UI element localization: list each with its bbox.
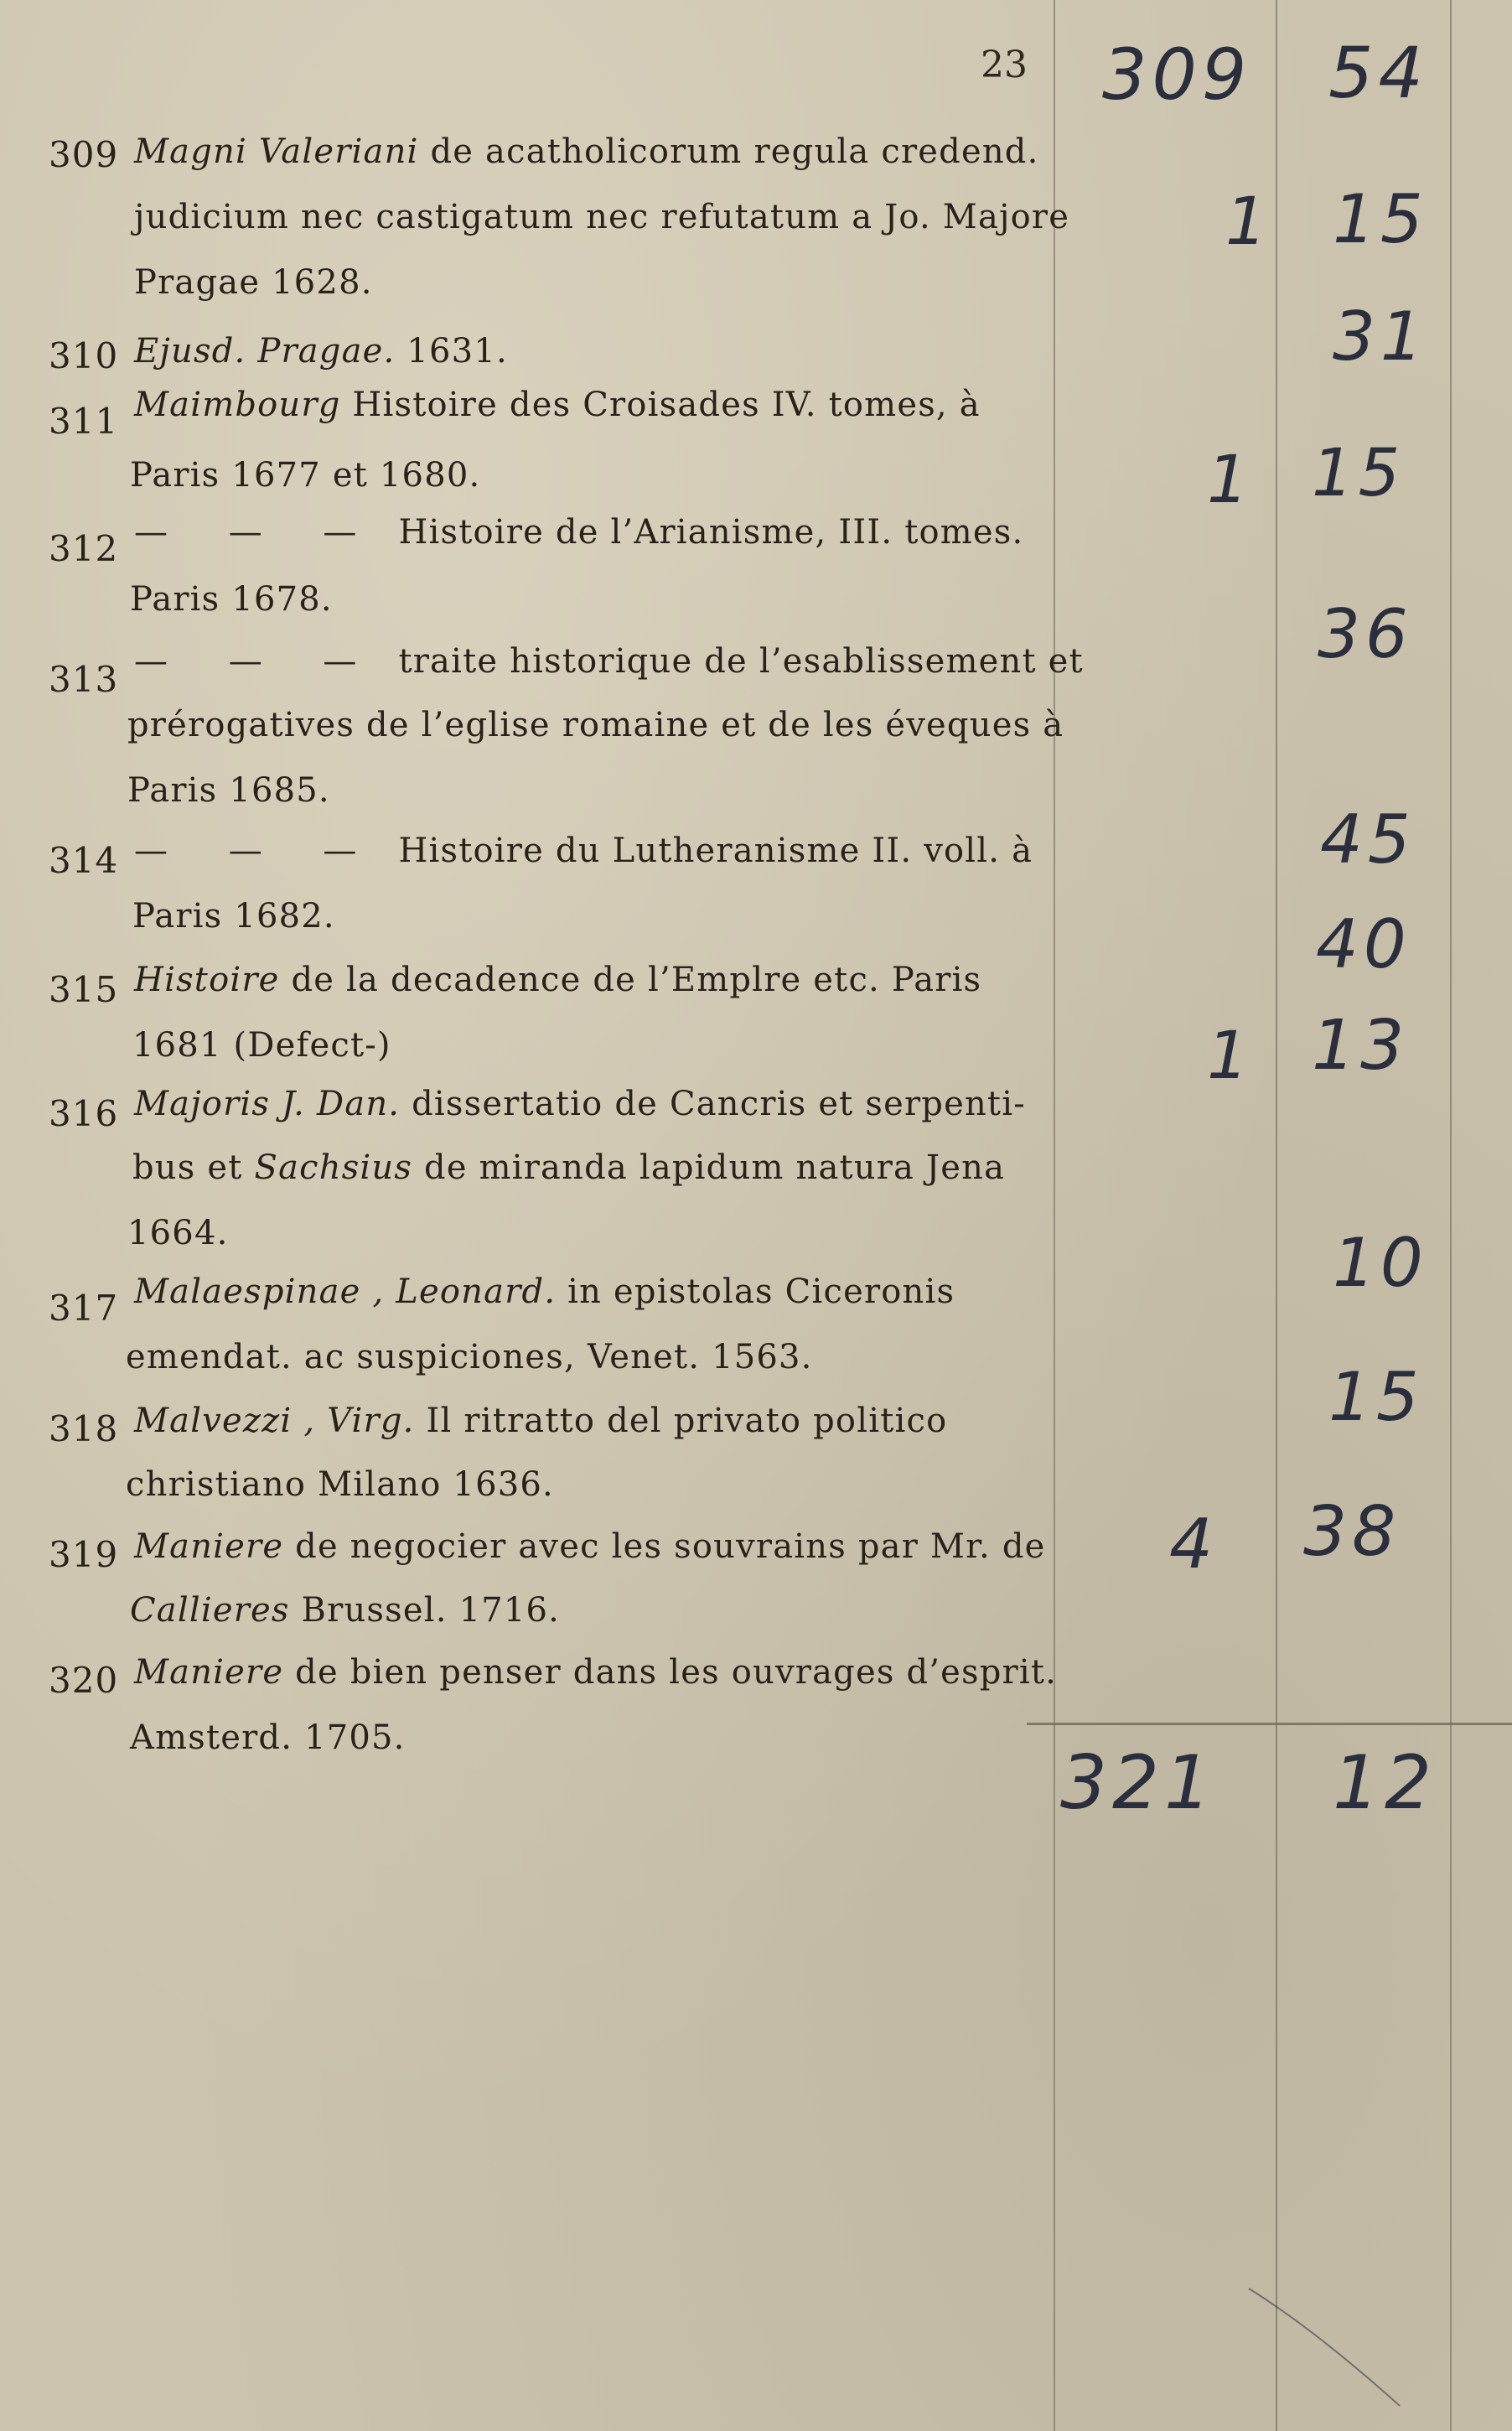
entry-line: Paris 1685. (127, 771, 330, 810)
entry-number: 312 (49, 528, 119, 569)
entry-text: Brussel. 1716. (289, 1591, 561, 1630)
entry-title: Malvezzi , Virg. (134, 1402, 415, 1440)
entry-line (134, 1402, 947, 1440)
entry-line (134, 1273, 955, 1311)
entry-text: de bien penser dans les ouvrages d’esprit. (283, 1653, 1058, 1692)
handwritten-count: 1 (1225, 184, 1272, 260)
handwritten-price: 15 (1328, 1358, 1424, 1436)
handwritten-price-header: 54 (1328, 32, 1428, 114)
column-rule-middle (1276, 0, 1277, 2431)
entry-line: prérogatives de l’eglise romaine et de les éveques à (127, 706, 1064, 744)
handwritten-price: 38 (1303, 1492, 1401, 1572)
entry-text: in epistolas Ciceronis (556, 1273, 955, 1311)
entry-line (134, 1085, 1026, 1123)
entry-title: Maimbourg (134, 386, 341, 424)
entry-number: 316 (49, 1093, 119, 1134)
handwritten-price: 31 (1333, 298, 1428, 376)
entry-line (130, 1591, 560, 1630)
entry-line (134, 132, 1039, 171)
handwritten-price: 13 (1312, 1006, 1410, 1086)
entry-line (134, 386, 981, 424)
entry-line (134, 832, 1033, 870)
page-number: 23 (981, 44, 1028, 86)
entry-title: Callieres (130, 1591, 290, 1630)
entry-line: 1681 (Defect-) (132, 1026, 391, 1065)
entry-line (134, 642, 1084, 681)
entry-title: Magni Valeriani (134, 132, 419, 171)
entry-line: Amsterd. 1705. (130, 1718, 406, 1757)
entry-title: Majoris J. Dan. (134, 1085, 401, 1123)
ditto-dashes: — — — (134, 513, 382, 552)
entry-line: Paris 1682. (132, 897, 335, 936)
handwritten-price: 40 (1316, 905, 1411, 983)
entry-text: de acatholicorum regula credend. (418, 132, 1039, 171)
handwritten-price: 15 (1312, 436, 1406, 511)
handwritten-price: 15 (1333, 180, 1428, 258)
entry-title: Maniere (134, 1653, 284, 1692)
entry-number: 314 (49, 840, 119, 881)
entry-text: Il ritratto del privato politico (414, 1402, 948, 1440)
entry-number: 320 (49, 1660, 119, 1701)
entry-number: 310 (49, 335, 119, 376)
handwritten-count-header: 309 (1102, 34, 1252, 116)
entry-line (134, 1527, 1046, 1566)
entry-text: de miranda lapidum natura Jena (412, 1148, 1006, 1187)
entry-number: 317 (49, 1288, 119, 1329)
ditto-dashes: — — — (134, 832, 382, 870)
pencil-mark (1240, 2280, 1458, 2423)
entry-number: 319 (49, 1534, 119, 1575)
entry-text: traite historique de l’esablissement et (398, 642, 1084, 681)
column-rule-left (1054, 0, 1055, 2431)
entry-line (134, 513, 1023, 552)
entry-title: Malaespinae , Leonard. (134, 1273, 557, 1311)
entry-line: 1664. (127, 1214, 229, 1252)
entry-number: 311 (49, 401, 119, 442)
entry-line (132, 1148, 1005, 1187)
entry-line (134, 961, 981, 999)
entry-title: Histoire (134, 961, 280, 999)
entry-line (134, 332, 508, 371)
handwritten-total-count: 321 (1060, 1739, 1216, 1826)
handwritten-count: 1 (1207, 443, 1254, 518)
entry-line: Paris 1678. (130, 580, 333, 619)
handwritten-count: 4 (1169, 1505, 1219, 1584)
entry-line: Pragae 1628. (134, 263, 373, 302)
entry-text: 1631. (395, 332, 508, 371)
handwritten-price: 10 (1333, 1224, 1428, 1302)
entry-number: 315 (49, 969, 119, 1010)
total-rule (1027, 1723, 1512, 1725)
handwritten-count: 1 (1207, 1019, 1254, 1094)
entry-text: Histoire du Lutheranisme II. voll. à (398, 832, 1033, 870)
entry-text: Histoire des Croisades IV. tomes, à (340, 386, 981, 424)
entry-text: de negocier avec les souvrains par Mr. de (283, 1527, 1046, 1566)
entry-text: de la decadence de l’Emplre etc. Paris (279, 961, 982, 999)
entry-number: 318 (49, 1408, 119, 1449)
entry-title: Ejusd. Pragae. (134, 332, 396, 371)
column-rule-right (1450, 0, 1452, 2431)
entry-line: Paris 1677 et 1680. (130, 456, 481, 495)
entry-line: emendat. ac suspiciones, Venet. 1563. (126, 1338, 813, 1376)
entry-line (134, 1653, 1057, 1692)
entry-line: judicium nec castigatum nec refutatum a Jo. Majore (134, 198, 1070, 236)
entry-number: 309 (49, 134, 119, 175)
handwritten-total-price: 12 (1333, 1739, 1437, 1826)
entry-title: Maniere (134, 1527, 284, 1566)
entry-number: 313 (49, 659, 119, 700)
handwritten-price: 45 (1320, 801, 1416, 879)
ditto-dashes: — — — (134, 642, 382, 681)
entry-line: christiano Milano 1636. (126, 1465, 554, 1504)
entry-text: dissertatio de Cancris et serpenti- (400, 1085, 1026, 1123)
entry-title: Sachsius (254, 1148, 413, 1187)
entry-text: Histoire de l’Arianisme, III. tomes. (398, 513, 1024, 552)
entry-text: bus et (132, 1148, 255, 1187)
handwritten-price: 36 (1318, 595, 1413, 673)
